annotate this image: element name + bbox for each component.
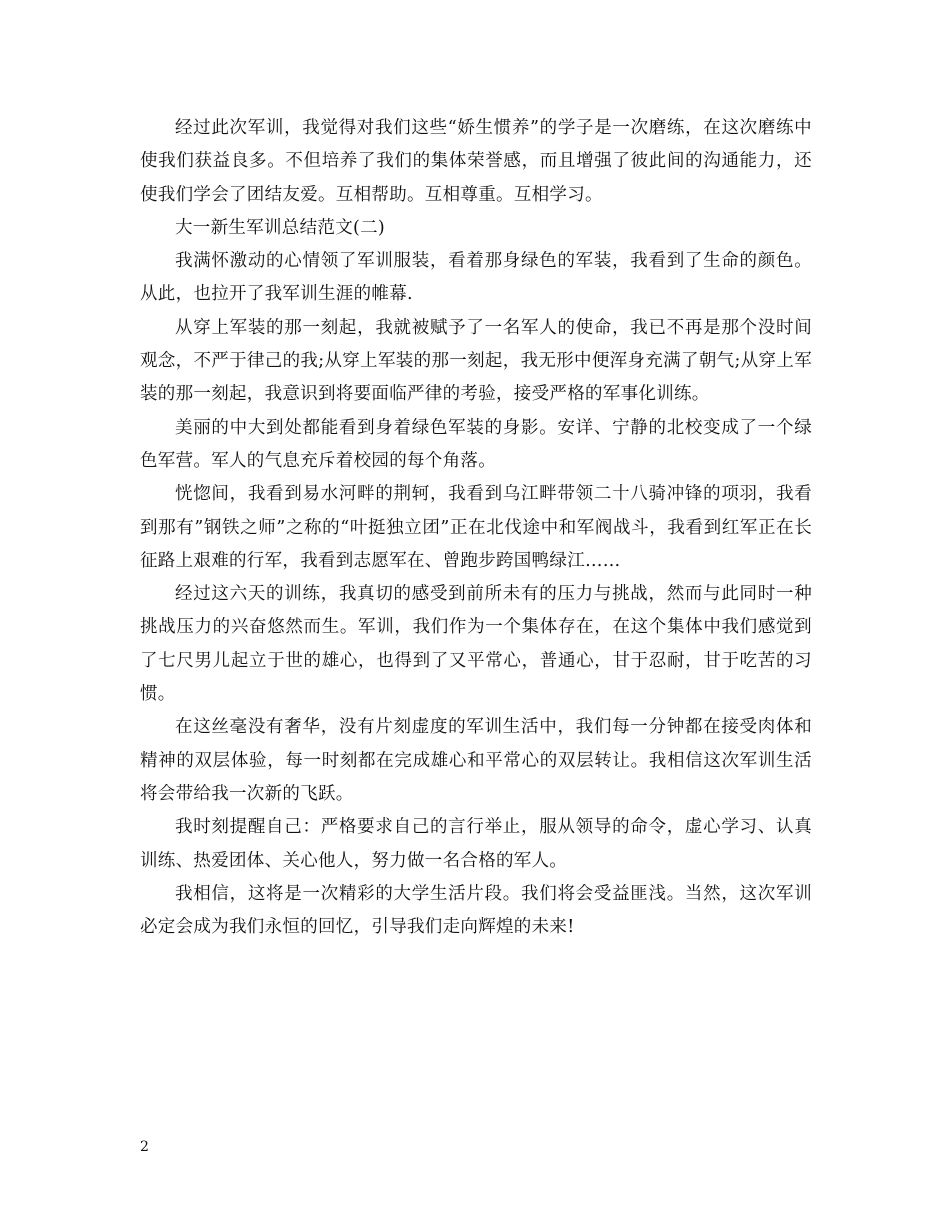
paragraph: 我时刻提醒自己：严格要求自己的言行举止，服从领导的命令，虚心学习、认真训练、热爱团体、关心他人，努力做一名合格的军人。 (140, 817, 812, 871)
paragraph: 从穿上军装的那一刻起，我就被赋予了一名军人的使命，我已不再是那个没时间观念，不严于律己的我;从穿上军装的那一刻起，我无形中便浑身充满了朝气;从穿上军装的那一刻起，我意识到将要面临严律的考验，接受严格的军事化训练。 (140, 317, 812, 405)
paragraph: 恍惚间，我看到易水河畔的荆轲，我看到乌江畔带领二十八骑冲锋的项羽，我看到那有”钢铁之师”之称的“叶挺独立团”正在北伐途中和军阀战斗，我看到红军正在长征路上艰难的行军，我看到志愿军在、曾跑步跨国鸭绿江…… (140, 484, 812, 571)
paragraph: 经过此次军训，我觉得对我们这些“娇生惯养”的学子是一次磨练，在这次磨练中使我们获益良多。不但培养了我们的集体荣誉感，而且增强了彼此间的沟通能力，还使我们学会了团结友爱。互相帮助。互相尊重。互相学习。 (140, 118, 812, 205)
page-number: 2 (140, 1139, 149, 1155)
document-body (140, 112, 812, 944)
paragraph: 在这丝毫没有奢华，没有片刻虚度的军训生活中，我们每一分钟都在接受肉体和精神的双层体验，每一时刻都在完成雄心和平常心的双层转让。我相信这次军训生活将会带给我一次新的飞跃。 (140, 717, 812, 804)
paragraph: 我满怀激动的心情领了军训服装，看着那身绿色的军装，我看到了生命的颜色。从此，也拉开了我军训生涯的帷幕. (140, 251, 812, 305)
paragraph: 经过这六天的训练，我真切的感受到前所未有的压力与挑战，然而与此同时一种挑战压力的兴奋悠然而生。军训，我们作为一个集体存在，在这个集体中我们感觉到了七尺男儿起立于世的雄心，也得到了又平常心，普通心，甘于忍耐，甘于吃苦的习惯。 (140, 584, 812, 705)
paragraph: 美丽的中大到处都能看到身着绿色军装的身影。安详、宁静的北校变成了一个绿色军营。军人的气息充斥着校园的每个角落。 (140, 417, 812, 471)
section-heading: 大一新生军训总结范文(二) (175, 217, 386, 238)
paragraph: 我相信，这将是一次精彩的大学生活片段。我们将会受益匪浅。当然，这次军训必定会成为我们永恒的回忆，引导我们走向辉煌的未来! (140, 883, 812, 938)
